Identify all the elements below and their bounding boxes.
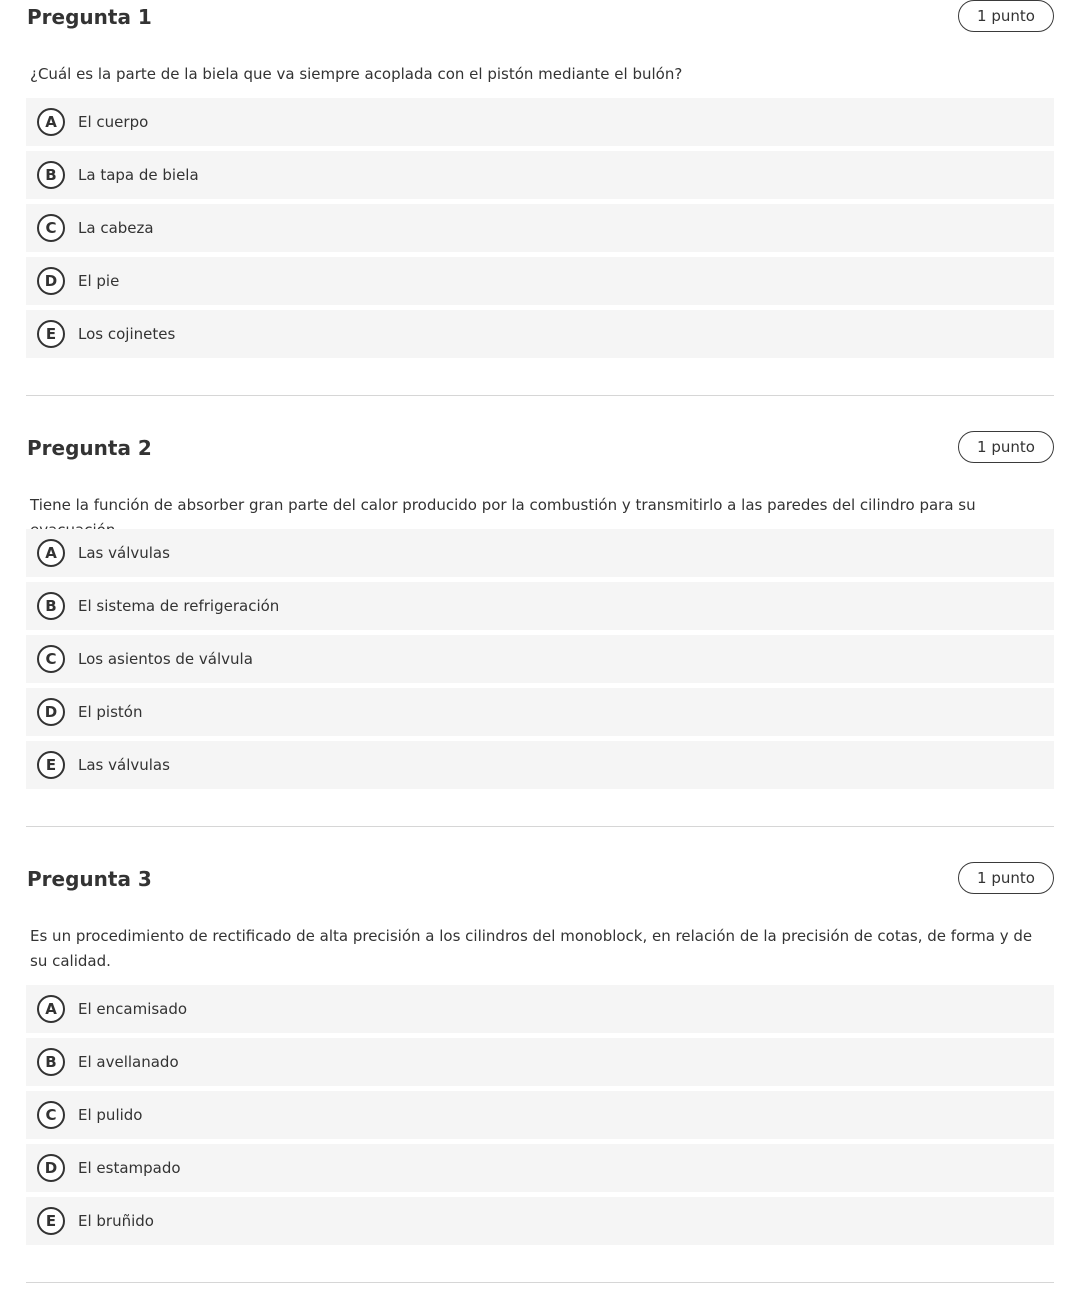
option-letter-badge: A (37, 108, 65, 136)
option-letter-badge: E (37, 751, 65, 779)
option-letter-badge: B (37, 592, 65, 620)
option-label: El bruñido (78, 1212, 154, 1230)
option-b[interactable] (26, 1038, 1054, 1086)
option-c[interactable] (26, 1091, 1054, 1139)
option-e[interactable] (26, 741, 1054, 789)
option-label: Los cojinetes (78, 325, 176, 343)
option-c[interactable] (26, 204, 1054, 252)
option-label: El avellanado (78, 1053, 179, 1071)
question-text: ¿Cuál es la parte de la biela que va siempre acoplada con el pistón mediante el bulón? (30, 65, 683, 83)
question-title: Pregunta 2 (27, 436, 152, 460)
option-label: La cabeza (78, 219, 154, 237)
option-letter-badge: E (37, 1207, 65, 1235)
option-label: El encamisado (78, 1000, 188, 1018)
option-c[interactable] (26, 635, 1054, 683)
question-divider (26, 826, 1054, 827)
question-header (26, 862, 1054, 896)
points-badge: 1 punto (958, 431, 1054, 463)
option-label: El pie (78, 272, 120, 290)
option-letter-badge: C (37, 214, 65, 242)
question-text: Es un procedimiento de rectificado de alta precisión a los cilindros del monoblock, en relación de la precisión de cotas, de forma y de su calidad. (30, 927, 1033, 970)
points-badge: 1 punto (958, 862, 1054, 894)
question-header (26, 0, 1054, 34)
question-title: Pregunta 3 (27, 867, 152, 891)
question-2 (26, 431, 1054, 774)
option-d[interactable] (26, 688, 1054, 736)
option-e[interactable] (26, 1197, 1054, 1245)
option-label: Los asientos de válvula (78, 650, 253, 668)
option-letter-badge: D (37, 267, 65, 295)
option-letter-badge: E (37, 320, 65, 348)
option-d[interactable] (26, 1144, 1054, 1192)
option-letter-badge: C (37, 1101, 65, 1129)
question-1 (26, 0, 1054, 343)
option-a[interactable] (26, 985, 1054, 1033)
option-label: Las válvulas (78, 544, 170, 562)
option-label: El estampado (78, 1159, 181, 1177)
question-divider (26, 1282, 1054, 1283)
option-a[interactable] (26, 529, 1054, 577)
question-title: Pregunta 1 (27, 5, 152, 29)
question-header (26, 431, 1054, 465)
option-label: El cuerpo (78, 113, 149, 131)
answer-options (26, 985, 1054, 1250)
option-letter-badge: D (37, 1154, 65, 1182)
option-label: El sistema de refrigeración (78, 597, 280, 615)
question-text: Tiene la función de absorber gran parte del calor producido por la combustión y transmitirlo a las paredes del cilindro para su (30, 496, 976, 514)
answer-options (26, 529, 1054, 794)
option-a[interactable] (26, 98, 1054, 146)
option-letter-badge: A (37, 995, 65, 1023)
question-divider (26, 395, 1054, 396)
points-badge: 1 punto (958, 0, 1054, 32)
option-e[interactable] (26, 310, 1054, 358)
option-letter-badge: B (37, 161, 65, 189)
option-label: La tapa de biela (78, 166, 199, 184)
option-label: El pulido (78, 1106, 143, 1124)
option-letter-badge: C (37, 645, 65, 673)
answer-options (26, 98, 1054, 363)
option-letter-badge: B (37, 1048, 65, 1076)
option-label: El pistón (78, 703, 143, 721)
option-letter-badge: A (37, 539, 65, 567)
option-b[interactable] (26, 582, 1054, 630)
question-3 (26, 862, 1054, 1230)
option-d[interactable] (26, 257, 1054, 305)
option-label: Las válvulas (78, 756, 170, 774)
option-letter-badge: D (37, 698, 65, 726)
option-b[interactable] (26, 151, 1054, 199)
